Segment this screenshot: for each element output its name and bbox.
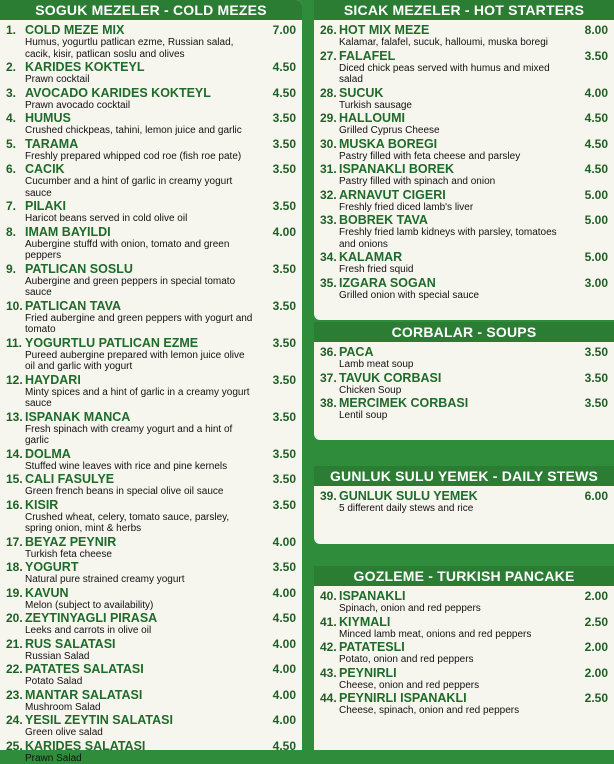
menu-item-row (320, 276, 608, 290)
menu-item (320, 345, 608, 371)
menu-item (320, 49, 608, 86)
gozleme-list (314, 586, 614, 717)
menu-item-row (6, 498, 296, 512)
menu-item-number: 1. (6, 23, 25, 37)
menu-item (6, 162, 296, 199)
menu-item-description: Pastry filled with feta cheese and parsley (320, 151, 608, 163)
menu-item-name: PEYNIRLI (339, 666, 572, 680)
menu-item-number: 34. (320, 250, 339, 264)
menu-item-name: BOBREK TAVA (339, 213, 572, 227)
menu-item-price: 3.50 (260, 498, 296, 512)
menu-item (320, 162, 608, 188)
menu-item-name: IZGARA SOGAN (339, 276, 572, 290)
menu-item-price: 5.00 (572, 213, 608, 227)
menu-item-description: Freshly prepared whipped cod roe (fish roe pate) (6, 151, 296, 163)
menu-item (6, 535, 296, 561)
menu-item-row (6, 472, 296, 486)
menu-item-row (320, 489, 608, 503)
menu-item-number: 2. (6, 60, 25, 74)
menu-item (6, 225, 296, 262)
menu-item-row (6, 111, 296, 125)
menu-item-number: 41. (320, 615, 339, 629)
menu-item-price: 3.50 (260, 447, 296, 461)
menu-item (6, 373, 296, 410)
menu-item-row (6, 60, 296, 74)
menu-item-price: 3.00 (572, 276, 608, 290)
menu-item-number: 39. (320, 489, 339, 503)
menu-item-row (6, 373, 296, 387)
menu-item-price: 5.00 (572, 250, 608, 264)
menu-item (320, 111, 608, 137)
menu-item (320, 250, 608, 276)
menu-item-price: 2.00 (572, 589, 608, 603)
menu-item-price: 4.50 (260, 86, 296, 100)
menu-item-name: HAYDARI (25, 373, 260, 387)
menu-item-price: 3.50 (572, 371, 608, 385)
menu-item-price: 4.00 (572, 86, 608, 100)
menu-item-description: Fresh spinach with creamy yogurt and a hint of garlic (6, 424, 296, 447)
menu-item-number: 35. (320, 276, 339, 290)
menu-item (320, 640, 608, 666)
menu-item-description: Freshly fried lamb kidneys with parsley, tomatoes and onions (320, 227, 608, 250)
menu-item (6, 611, 296, 637)
menu-item-description: Potato Salad (6, 676, 296, 688)
menu-item-number: 24. (6, 713, 25, 727)
menu-item-number: 32. (320, 188, 339, 202)
menu-item (6, 498, 296, 535)
menu-item-number: 33. (320, 213, 339, 227)
menu-item-description: Aubergine and green peppers in special tomato sauce (6, 276, 296, 299)
menu-item-row (320, 691, 608, 705)
menu-item-price: 3.50 (572, 49, 608, 63)
menu-item (320, 371, 608, 397)
menu-item-description: Diced chick peas served with humus and mixed salad (320, 63, 608, 86)
menu-item-name: ISPANAKLI (339, 589, 572, 603)
menu-item (320, 276, 608, 302)
menu-item (320, 615, 608, 641)
hot-starters-list (314, 20, 614, 301)
menu-item-name: TAVUK CORBASI (339, 371, 572, 385)
menu-item-price: 4.00 (260, 535, 296, 549)
menu-item-name: ARNAVUT CIGERI (339, 188, 572, 202)
menu-item-price: 3.50 (260, 299, 296, 313)
menu-item-name: KAVUN (25, 586, 260, 600)
menu-item-number: 17. (6, 535, 25, 549)
menu-item-price: 3.50 (260, 336, 296, 350)
menu-item-row (6, 535, 296, 549)
soups-list (314, 342, 614, 422)
menu-item (320, 589, 608, 615)
menu-item-name: HOT MIX MEZE (339, 23, 572, 37)
menu-item (6, 637, 296, 663)
menu-item-row (6, 611, 296, 625)
menu-item-description: Crushed chickpeas, tahini, lemon juice and garlic (6, 125, 296, 137)
menu-item (6, 662, 296, 688)
menu-item-row (320, 640, 608, 654)
menu-item (320, 666, 608, 692)
menu-item-description: 5 different daily stews and rice (320, 503, 608, 515)
menu-item-price: 3.50 (260, 162, 296, 176)
menu-item (6, 111, 296, 137)
menu-item-number: 10. (6, 299, 25, 313)
menu-item (6, 299, 296, 336)
menu-item (320, 86, 608, 112)
menu-item-description: Potato, onion and red peppers (320, 654, 608, 666)
menu-item-price: 6.00 (572, 489, 608, 503)
menu-item-number: 19. (6, 586, 25, 600)
menu-item-row (320, 23, 608, 37)
menu-item-price: 3.50 (572, 396, 608, 410)
menu-item (320, 188, 608, 214)
menu-item-number: 4. (6, 111, 25, 125)
daily-stews-header: GUNLUK SULU YEMEK - DAILY STEWS (314, 466, 614, 486)
menu-item-row (320, 86, 608, 100)
menu-item-row (6, 688, 296, 702)
menu-item-number: 21. (6, 637, 25, 651)
menu-item-description: Prawn avocado cocktail (6, 100, 296, 112)
menu-item-name: KARIDES SALATASI (25, 739, 260, 753)
menu-item-price: 3.50 (260, 262, 296, 276)
menu-item-name: FALAFEL (339, 49, 572, 63)
menu-item-description: Minty spices and a hint of garlic in a creamy yogurt sauce (6, 387, 296, 410)
menu-item-description: Prawn Salad (6, 753, 296, 764)
menu-item-number: 3. (6, 86, 25, 100)
menu-item-row (6, 225, 296, 239)
menu-item-price: 4.00 (260, 688, 296, 702)
menu-item-row (6, 637, 296, 651)
menu-item-description: Crushed wheat, celery, tomato sauce, parsley, spring onion, mint & herbs (6, 512, 296, 535)
menu-item-price: 3.50 (260, 410, 296, 424)
soups-header: CORBALAR - SOUPS (314, 322, 614, 342)
menu-item (6, 447, 296, 473)
menu-item-row (320, 188, 608, 202)
menu-item (320, 213, 608, 250)
menu-item-price: 4.00 (260, 662, 296, 676)
menu-item-row (6, 447, 296, 461)
menu-item-number: 5. (6, 137, 25, 151)
menu-item-description: Lentil soup (320, 410, 608, 422)
menu-item-row (320, 111, 608, 125)
menu-item-name: PATLICAN SOSLU (25, 262, 260, 276)
menu-item-row (320, 371, 608, 385)
menu-item-number: 23. (6, 688, 25, 702)
menu-item-number: 37. (320, 371, 339, 385)
menu-item-description: Grilled Cyprus Cheese (320, 125, 608, 137)
menu-item (6, 86, 296, 112)
menu-item-row (6, 299, 296, 313)
menu-item-name: PEYNIRLI ISPANAKLI (339, 691, 572, 705)
menu-item-description: Cheese, spinach, onion and red peppers (320, 705, 608, 717)
cold-mezes-header: SOGUK MEZELER - COLD MEZES (0, 0, 302, 20)
menu-item-name: ISPANAK MANCA (25, 410, 260, 424)
menu-item-row (320, 49, 608, 63)
menu-item-number: 30. (320, 137, 339, 151)
menu-item-description: Mushroom Salad (6, 702, 296, 714)
menu-item-price: 4.50 (572, 137, 608, 151)
menu-item-description: Pureed aubergine prepared with lemon juice olive oil and garlic with yogurt (6, 350, 296, 373)
menu-item (6, 586, 296, 612)
menu-item (6, 199, 296, 225)
menu-item-description: Green olive salad (6, 727, 296, 739)
menu-item-row (320, 162, 608, 176)
menu-item (6, 560, 296, 586)
gozleme-panel (314, 566, 614, 750)
menu-item (320, 489, 608, 515)
menu-item-price: 3.50 (260, 373, 296, 387)
menu-item-price: 4.00 (260, 637, 296, 651)
menu-item (6, 60, 296, 86)
menu-item-row (320, 615, 608, 629)
menu-item-price: 2.00 (572, 640, 608, 654)
menu-item-name: MUSKA BOREGI (339, 137, 572, 151)
menu-item-name: PACA (339, 345, 572, 359)
hot-starters-header: SICAK MEZELER - HOT STARTERS (314, 0, 614, 20)
menu-item-number: 29. (320, 111, 339, 125)
menu-item-price: 2.50 (572, 691, 608, 705)
menu-item-name: RUS SALATASI (25, 637, 260, 651)
menu-item (320, 137, 608, 163)
menu-item-name: CALI FASULYE (25, 472, 260, 486)
menu-item-row (6, 662, 296, 676)
daily-stews-panel (314, 466, 614, 544)
menu-item-name: YOGURTLU PATLICAN EZME (25, 336, 260, 350)
menu-item-description: Fried aubergine and green peppers with yogurt and tomato (6, 313, 296, 336)
menu-item-price: 7.00 (260, 23, 296, 37)
menu-item-row (6, 560, 296, 574)
menu-item-name: YESIL ZEYTIN SALATASI (25, 713, 260, 727)
menu-item-description: Melon (subject to availability) (6, 600, 296, 612)
menu-item-name: COLD MEZE MIX (25, 23, 260, 37)
menu-item-number: 42. (320, 640, 339, 654)
menu-item-name: PATATES SALATASI (25, 662, 260, 676)
menu-item-row (6, 199, 296, 213)
menu-item-number: 28. (320, 86, 339, 100)
menu-item-row (6, 262, 296, 276)
menu-item-number: 11. (6, 336, 25, 350)
menu-item-row (320, 213, 608, 227)
menu-item-name: BEYAZ PEYNIR (25, 535, 260, 549)
menu-item-number: 8. (6, 225, 25, 239)
menu-item (320, 396, 608, 422)
menu-item-description: Stuffed wine leaves with rice and pine kernels (6, 461, 296, 473)
menu-item-price: 4.00 (260, 225, 296, 239)
menu-item (6, 23, 296, 60)
menu-item-price: 4.00 (260, 713, 296, 727)
menu-item-row (320, 396, 608, 410)
menu-item-number: 20. (6, 611, 25, 625)
menu-item-row (6, 713, 296, 727)
menu-item-number: 44. (320, 691, 339, 705)
menu-item-name: DOLMA (25, 447, 260, 461)
menu-item-description: Freshly fried diced lamb's liver (320, 202, 608, 214)
menu-item-row (320, 250, 608, 264)
menu-item-name: AVOCADO KARIDES KOKTEYL (25, 86, 260, 100)
menu-item-number: 26. (320, 23, 339, 37)
menu-item-row (6, 137, 296, 151)
menu-item-price: 4.50 (260, 60, 296, 74)
menu-item-row (6, 410, 296, 424)
menu-item-name: KIYMALI (339, 615, 572, 629)
menu-item-description: Green french beans in special olive oil sauce (6, 486, 296, 498)
menu-item-description: Minced lamb meat, onions and red peppers (320, 629, 608, 641)
menu-item-price: 4.00 (260, 586, 296, 600)
menu-item-description: Haricot beans served in cold olive oil (6, 213, 296, 225)
soups-panel (314, 322, 614, 440)
menu-item-price: 5.00 (572, 188, 608, 202)
menu-item-row (320, 589, 608, 603)
menu-item-name: ZEYTINYAGLI PIRASA (25, 611, 260, 625)
menu-item-row (6, 86, 296, 100)
menu-item-name: KALAMAR (339, 250, 572, 264)
menu-item-number: 22. (6, 662, 25, 676)
menu-item-description: Natural pure strained creamy yogurt (6, 574, 296, 586)
menu-item (6, 472, 296, 498)
menu-item-description: Turkish sausage (320, 100, 608, 112)
menu-item-price: 3.50 (260, 199, 296, 213)
menu-item-name: MERCIMEK CORBASI (339, 396, 572, 410)
menu-item-row (6, 586, 296, 600)
gozleme-header: GOZLEME - TURKISH PANCAKE (314, 566, 614, 586)
menu-item-name: ISPANAKLI BOREK (339, 162, 572, 176)
menu-item-row (6, 739, 296, 753)
menu-item-number: 7. (6, 199, 25, 213)
hot-starters-panel (314, 0, 614, 320)
menu-item-name: PATATESLI (339, 640, 572, 654)
menu-item-number: 13. (6, 410, 25, 424)
menu-item-row (6, 162, 296, 176)
menu-item-row (320, 345, 608, 359)
menu-item-description: Leeks and carrots in olive oil (6, 625, 296, 637)
menu-item-number: 15. (6, 472, 25, 486)
menu-item-number: 36. (320, 345, 339, 359)
menu-item-number: 18. (6, 560, 25, 574)
menu-item-price: 3.50 (260, 560, 296, 574)
cold-mezes-list (0, 20, 302, 764)
menu-item-description: Aubergine stuffd with onion, tomato and green peppers (6, 239, 296, 262)
menu-item-description: Russian Salad (6, 651, 296, 663)
menu-item-name: YOGURT (25, 560, 260, 574)
menu-item-description: Turkish feta cheese (6, 549, 296, 561)
menu-item-price: 4.50 (260, 739, 296, 753)
menu-item-name: MANTAR SALATASI (25, 688, 260, 702)
menu-item-row (320, 137, 608, 151)
menu-item-number: 27. (320, 49, 339, 63)
menu-item-number: 40. (320, 589, 339, 603)
menu-item-description: Kalamar, falafel, sucuk, halloumi, muska boregi (320, 37, 608, 49)
menu-item-description: Fresh fried squid (320, 264, 608, 276)
menu-item-price: 3.50 (260, 137, 296, 151)
menu-item (6, 262, 296, 299)
menu-item-price: 3.50 (572, 345, 608, 359)
menu-item (320, 23, 608, 49)
menu-item-description: Pastry filled with spinach and onion (320, 176, 608, 188)
menu-item-price: 8.00 (572, 23, 608, 37)
menu-item-number: 38. (320, 396, 339, 410)
menu-item-number: 12. (6, 373, 25, 387)
menu-item-price: 4.50 (572, 162, 608, 176)
menu-item-price: 2.00 (572, 666, 608, 680)
cold-mezes-panel (0, 0, 302, 750)
menu-item-description: Lamb meat soup (320, 359, 608, 371)
menu-item-name: SUCUK (339, 86, 572, 100)
menu-item (6, 410, 296, 447)
menu-item-row (320, 666, 608, 680)
menu-item-name: CACIK (25, 162, 260, 176)
menu-item-price: 3.50 (260, 472, 296, 486)
menu-item (6, 137, 296, 163)
menu-item-description: Cheese, onion and red peppers (320, 680, 608, 692)
menu-item-name: GUNLUK SULU YEMEK (339, 489, 572, 503)
menu-item-price: 2.50 (572, 615, 608, 629)
menu-item-name: IMAM BAYILDI (25, 225, 260, 239)
menu-item-number: 16. (6, 498, 25, 512)
menu-item-name: HUMUS (25, 111, 260, 125)
menu-item-name: KARIDES KOKTEYL (25, 60, 260, 74)
menu-item-number: 9. (6, 262, 25, 276)
menu-item-description: Cucumber and a hint of garlic in creamy yogurt sauce (6, 176, 296, 199)
daily-stews-list (314, 486, 614, 515)
menu-item-price: 3.50 (260, 111, 296, 125)
menu-item-number: 14. (6, 447, 25, 461)
menu-item-name: TARAMA (25, 137, 260, 151)
menu-item (6, 336, 296, 373)
menu-item-number: 6. (6, 162, 25, 176)
menu-item-description: Chicken Soup (320, 385, 608, 397)
menu-item-description: Grilled onion with special sauce (320, 290, 608, 302)
menu-item-description: Humus, yogurtlu patlican ezme, Russian salad, cacik, kisir, patlican soslu and olives (6, 37, 296, 60)
menu-item-number: 43. (320, 666, 339, 680)
menu-item-row (6, 336, 296, 350)
menu-item-description: Spinach, onion and red peppers (320, 603, 608, 615)
menu-item (6, 688, 296, 714)
menu-item-price: 4.50 (572, 111, 608, 125)
menu-item-name: PILAKI (25, 199, 260, 213)
menu-item-description: Prawn cocktail (6, 74, 296, 86)
menu-item-name: HALLOUMI (339, 111, 572, 125)
menu-item-row (6, 23, 296, 37)
menu-item-name: KISIR (25, 498, 260, 512)
menu-item-name: PATLICAN TAVA (25, 299, 260, 313)
menu-item (6, 739, 296, 764)
menu-item-number: 31. (320, 162, 339, 176)
menu-item (320, 691, 608, 717)
menu-item-price: 4.50 (260, 611, 296, 625)
menu-item-number: 25. (6, 739, 25, 753)
menu-item (6, 713, 296, 739)
